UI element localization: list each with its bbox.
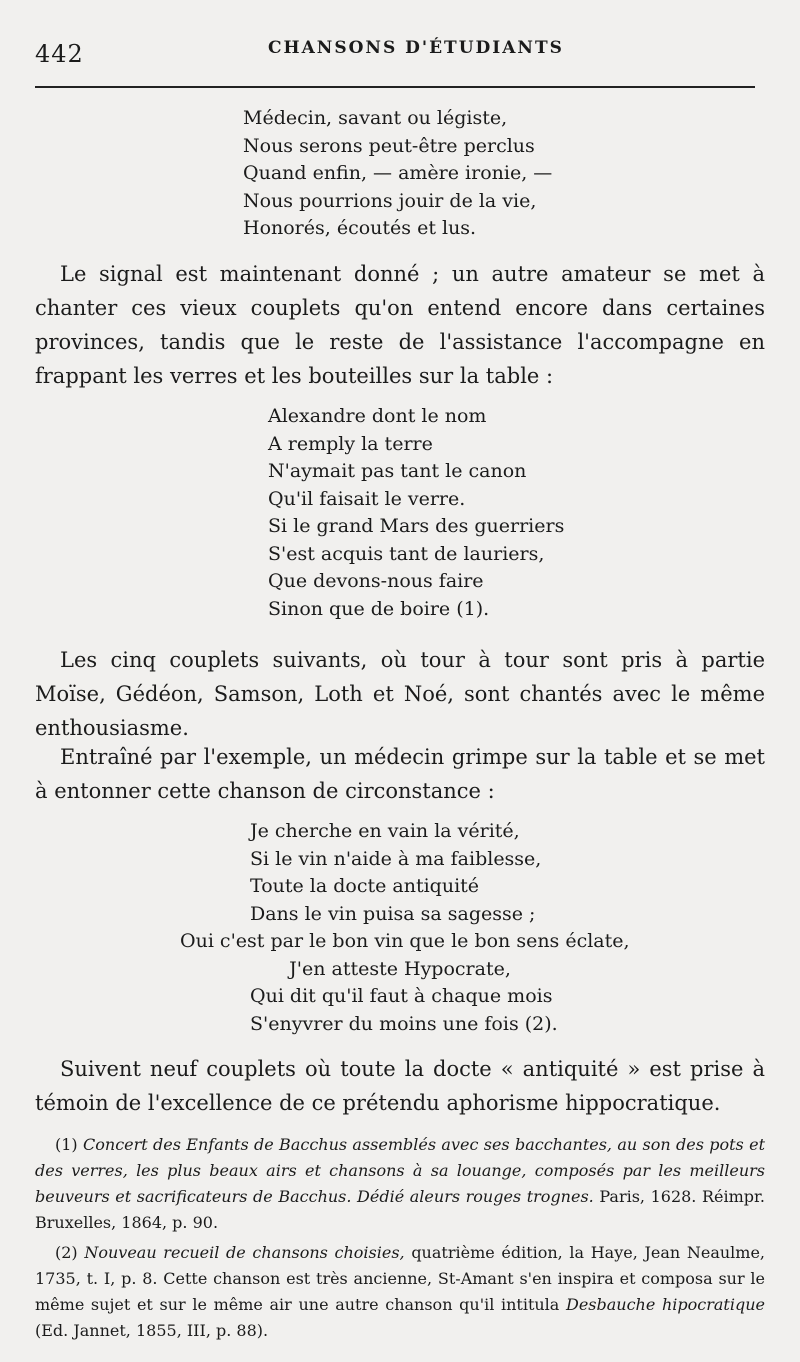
paragraph-text: Le signal est maintenant donné ; un autre amateur se met à chanter ces vieux couplets qu'on entend encore dans certaines provinces, tandis que le reste de l'assistance l'accompagne en frappant les verres et les bouteilles sur la table :	[35, 262, 765, 388]
verse-line: Si le vin n'aide à ma faiblesse,	[250, 847, 542, 870]
verse-line: Nous pourrions jouir de la vie,	[243, 189, 537, 212]
page-number: 442	[35, 40, 84, 68]
footnote-title: Nouveau recueil de chansons choisies,	[84, 1243, 405, 1262]
verse-line: N'aymait pas tant le canon	[268, 460, 527, 482]
verse-line: S'enyvrer du moins une fois (2).	[250, 1012, 558, 1035]
footnote-title: Concert des Enfants de Bacchus assemblés avec ses bacchantes, au son des pots et des verres, les plus beaux airs et chansons à sa louange, composés par les meilleurs beuveurs et sacrificateurs de Bacchus. Dédié aleurs rouges trognes.	[35, 1135, 766, 1206]
footnotes	[35, 1132, 765, 1348]
verse-stanza-3	[180, 818, 630, 1038]
verse-stanza-1	[243, 105, 552, 243]
verse-line: Oui c'est par le bon vin que le bon sens éclate,	[180, 930, 630, 952]
verse-line: Alexandre dont le nom	[268, 405, 487, 427]
verse-line: Si le grand Mars des guerriers	[268, 515, 565, 537]
footnote-text: Paris, 1628. Réimpr. Bruxelles, 1864, p. 90.	[35, 1187, 766, 1232]
verse-line: J'en atteste Hypocrate,	[289, 957, 511, 980]
page-header	[0, 36, 800, 76]
footnote-marker: (2)	[55, 1243, 78, 1262]
verse-line: Médecin, savant ou légiste,	[243, 107, 508, 129]
footnote-text: (Ed. Jannet, 1855, III, p. 88).	[35, 1321, 269, 1340]
paragraph-2	[35, 643, 765, 745]
paragraph-3	[35, 740, 765, 808]
verse-line: Qu'il faisait le verre.	[268, 487, 466, 510]
paragraph-4	[35, 1052, 765, 1120]
verse-line: Que devons-nous faire	[268, 570, 484, 592]
verse-line: Je cherche en vain la vérité,	[250, 820, 520, 842]
verse-line: Quand enfin, — amère ironie, —	[243, 162, 553, 184]
header-rule	[35, 86, 755, 88]
paragraph-text: Les cinq couplets suivants, où tour à tour sont pris à partie Moïse, Gédéon, Samson, Loth et Noé, sont chantés avec le même enthousiasme.	[35, 648, 765, 740]
verse-line: Nous serons peut-être perclus	[243, 134, 535, 157]
verse-line: Honorés, écoutés et lus.	[243, 217, 477, 239]
running-title: CHANSONS D'ÉTUDIANTS	[268, 38, 564, 58]
paragraph-text: Suivent neuf couplets où toute la docte « antiquité » est prise à témoin de l'excellence de ce prétendu aphorisme hippocratique.	[35, 1057, 765, 1115]
verse-line: Qui dit qu'il faut à chaque mois	[250, 985, 553, 1007]
verse-line: Dans le vin puisa sa sagesse ;	[250, 902, 536, 925]
verse-line: Toute la docte antiquité	[250, 875, 480, 897]
paragraph-text: Entraîné par l'exemple, un médecin grimpe sur la table et se met à entonner cette chanson de circonstance :	[35, 745, 765, 803]
verse-line: Sinon que de boire (1).	[268, 597, 490, 620]
footnote-2	[35, 1240, 765, 1344]
verse-line: S'est acquis tant de lauriers,	[268, 542, 545, 565]
paragraph-1	[35, 257, 765, 393]
verse-stanza-2	[268, 403, 564, 623]
footnote-marker: (1)	[55, 1135, 78, 1154]
footnote-text: quatrième édition, la Haye, Jean Neaulme, 1735, t. I, p. 8. Cette chanson est très ancienne, St-Amant s'en inspira et composa sur le même sujet et sur le même air une autre chanson qu'il intitula	[35, 1243, 766, 1314]
footnote-title: Desbauche hipocratique	[566, 1295, 765, 1314]
footnote-1	[35, 1132, 765, 1236]
verse-line: A remply la terre	[268, 432, 433, 455]
